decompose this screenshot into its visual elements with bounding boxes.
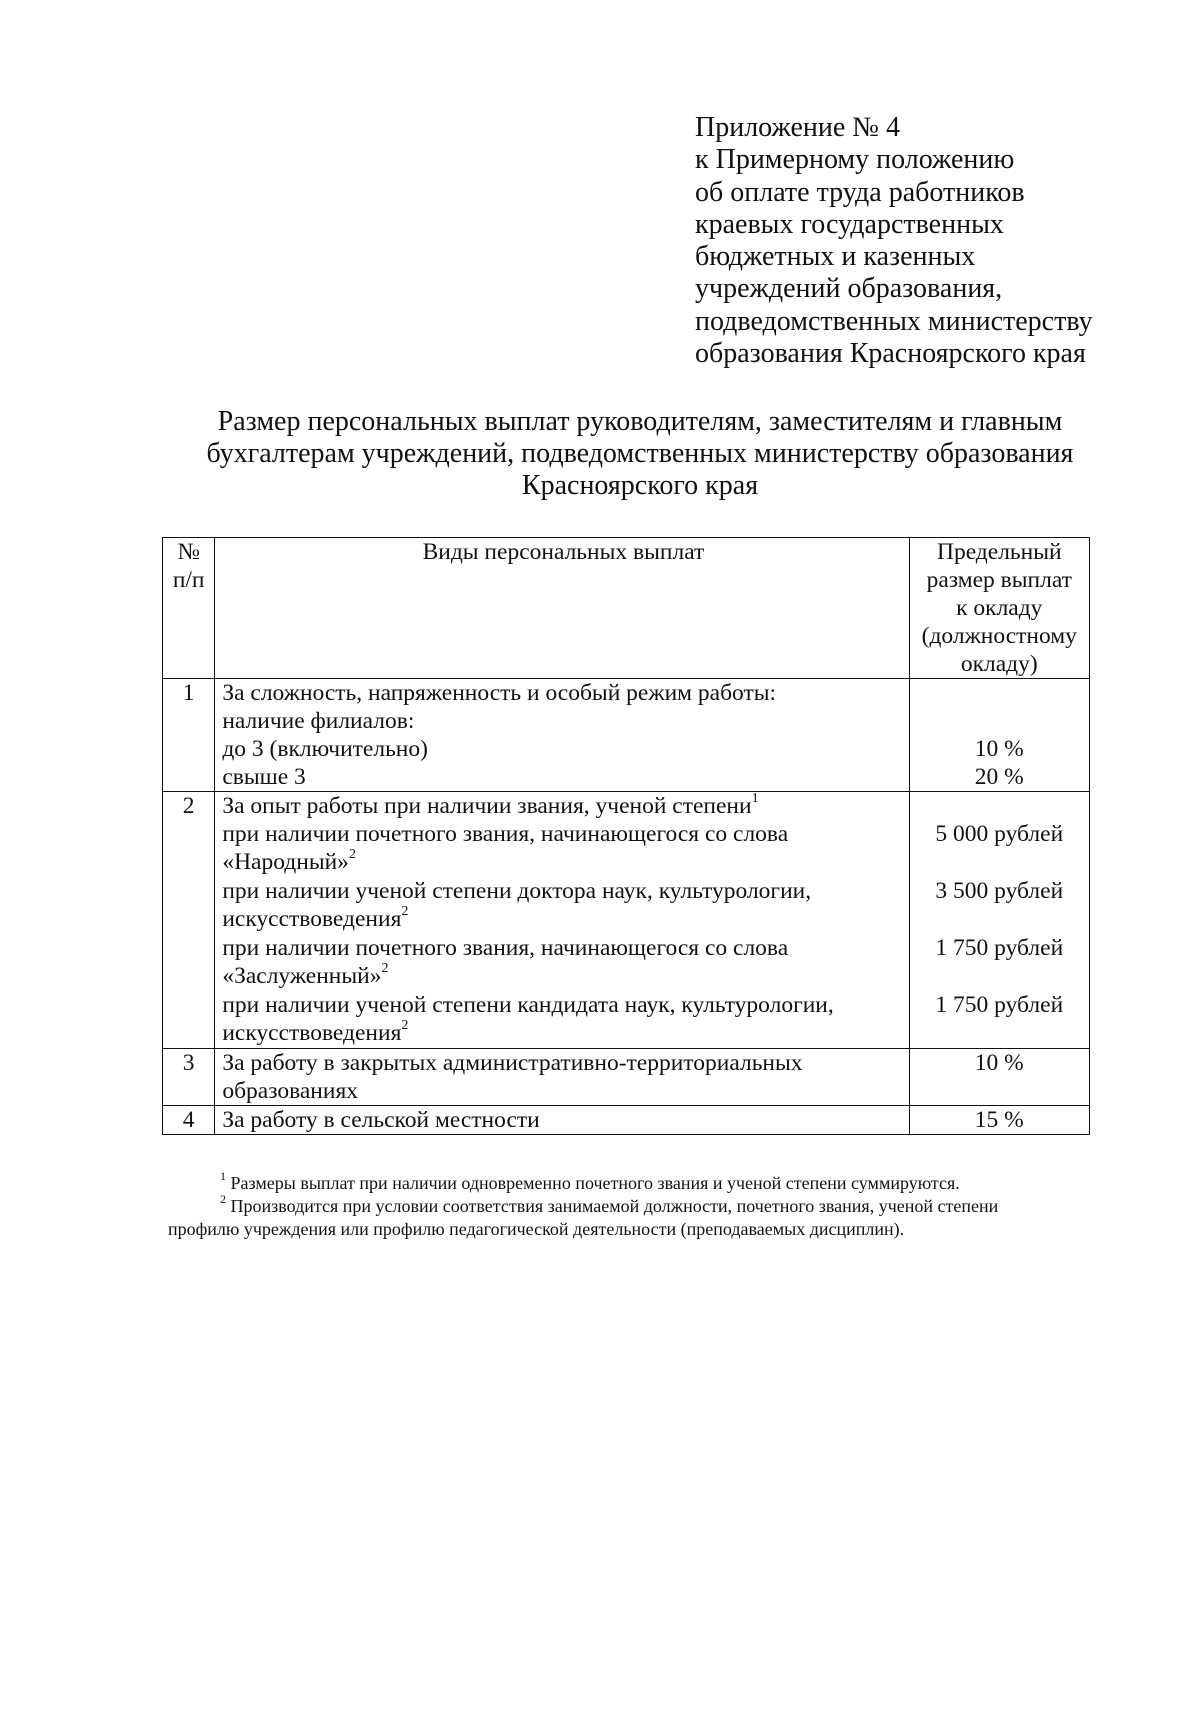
annex-line: учреждений образования,: [695, 273, 1003, 305]
row-num: 1: [163, 679, 215, 792]
footnote-ref: 1: [751, 791, 759, 807]
title-line: Размер персональных выплат руководителям, заместителям и главным: [217, 406, 1063, 437]
title-line: Красноярского края: [521, 470, 759, 501]
row-head: За опыт работы при наличии звания, ученой степени$^1$: [222, 791, 759, 819]
annex-line: краевых государственных: [695, 208, 1004, 240]
footnote-2-continuation: профилю учреждения или профилю педагогической деятельности (преподаваемых дисциплин).: [168, 1219, 905, 1239]
table-header-row: [163, 538, 1090, 679]
table-row: [163, 679, 1090, 792]
row-val-line: 10 %: [974, 736, 1024, 762]
table-row: [163, 1049, 1090, 1106]
annex-line: бюджетных и казенных: [695, 241, 976, 273]
header-val-line: размер выплат: [926, 567, 1072, 593]
annex-line: Приложение № 4: [695, 112, 900, 143]
row-num: 3: [163, 1049, 215, 1106]
row-val: [909, 679, 1089, 792]
footnotes: [168, 1169, 1108, 1241]
header-desc-cell: [215, 538, 909, 679]
annex-line: об оплате труда работников: [695, 176, 1025, 208]
row-item: при наличии почетного звания, начинающегося со слова «Народный»$^2$: [222, 821, 789, 875]
row-val-line: 10 %: [974, 1050, 1024, 1076]
header-num-abbr: п/п: [172, 567, 205, 593]
header-num-symbol: №: [177, 539, 200, 565]
annex-line: подведомственных министерству: [695, 305, 1093, 337]
row-val: [909, 792, 1089, 1049]
header-val-line: Предельный: [936, 539, 1062, 565]
header-val-cell: [909, 538, 1089, 679]
footnote-ref: 2: [381, 961, 389, 977]
row-num: 2: [163, 792, 215, 1049]
row-item: при наличии почетного звания, начинающегося со слова «Заслуженный»$^2$: [222, 935, 789, 989]
annex-line: образования Красноярского края: [695, 338, 1086, 370]
row-desc: За работу в сельской местности: [215, 1106, 909, 1135]
header-val-line: окладу): [960, 651, 1038, 677]
footnote-mark: 2: [220, 1192, 226, 1206]
header-val-line: (должностному: [921, 623, 1077, 649]
row-item: при наличии ученой степени кандидата наук, культурологии, искусствоведения$^2$: [222, 992, 834, 1046]
row-num: 4: [163, 1106, 215, 1135]
row-desc: [215, 679, 909, 792]
row-desc: [215, 792, 909, 1049]
title-line: бухгалтерам учреждений, подведомственных министерству образования: [206, 438, 1074, 469]
row-item: при наличии ученой степени доктора наук, культурологии, искусствоведения$^2$: [222, 878, 812, 932]
header-desc: Виды персональных выплат: [422, 539, 705, 565]
row-val-line: 5 000 рублей: [935, 821, 1064, 847]
row-val-line: 20 %: [974, 764, 1024, 790]
row-val: [909, 1049, 1089, 1106]
footnote-ref: 2: [348, 847, 356, 863]
footnote-2: $^2$ Производится при условии соответствия занимаемой должности, почетного звания, ученой степени: [220, 1192, 999, 1216]
row-line: наличие филиалов:: [222, 708, 415, 734]
footnote-1: $^1$ Размеры выплат при наличии одновременно почетного звания и ученой степени суммируются.: [220, 1169, 960, 1193]
footnote-ref: 2: [401, 904, 409, 920]
row-desc: За работу в закрытых административно-территориальных образованиях: [215, 1049, 909, 1106]
header-num-cell: [163, 538, 215, 679]
row-val-line: 1 750 рублей: [935, 935, 1064, 961]
table-row: [163, 792, 1090, 1049]
document-title: [150, 406, 1130, 502]
table-row: [163, 1106, 1090, 1135]
row-val: [909, 1106, 1089, 1135]
footnote-mark: 1: [220, 1169, 226, 1183]
row-line: свыше 3: [222, 764, 306, 790]
annex-line: к Примерному положению: [695, 144, 1015, 176]
row-val-line: 1 750 рублей: [935, 992, 1064, 1018]
row-val-line: 15 %: [974, 1107, 1024, 1133]
payments-table: [162, 537, 1090, 1135]
row-line: За сложность, напряженность и особый режим работы:: [222, 680, 777, 706]
row-val-line: 3 500 рублей: [935, 878, 1064, 904]
row-line: до 3 (включительно): [222, 736, 428, 762]
footnote-ref: 2: [401, 1018, 409, 1034]
header-val-line: к окладу: [956, 595, 1043, 621]
annex-reference: [695, 112, 1165, 370]
